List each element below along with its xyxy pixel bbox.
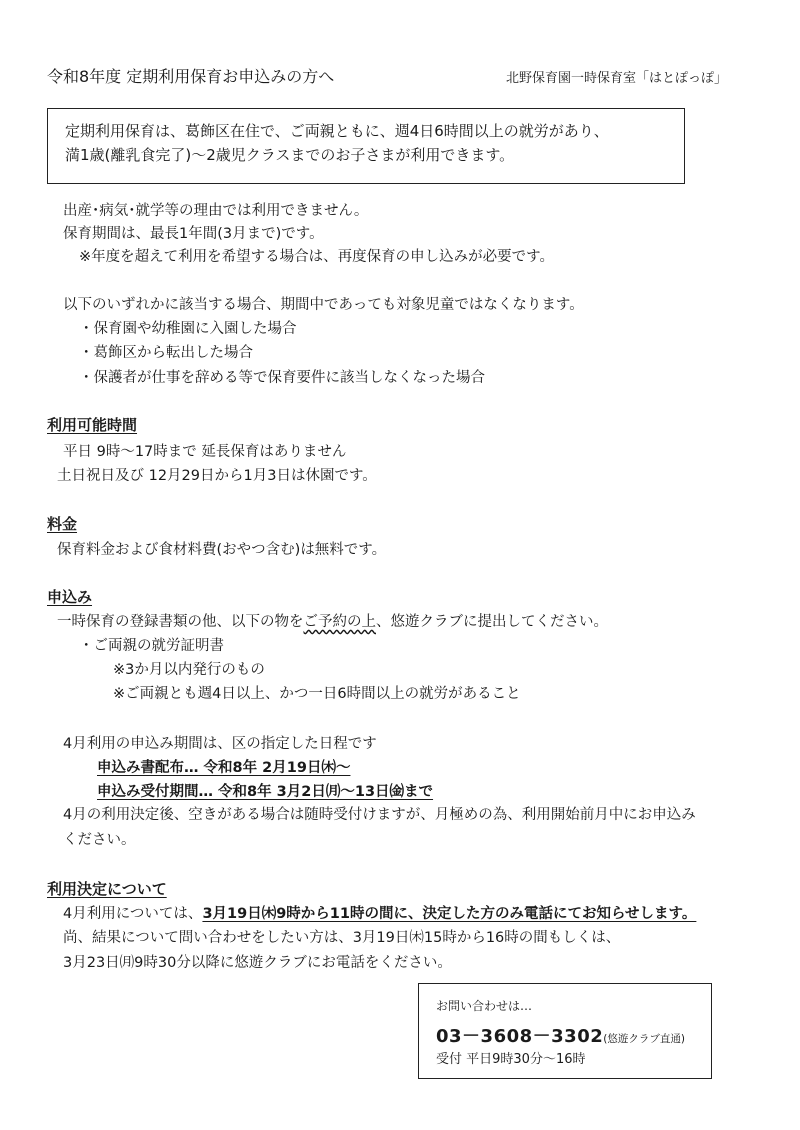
decision-line-3: 3月23日㈪9時30分以降に悠遊クラブにお電話をください。 <box>63 955 452 971</box>
decision-heading: 利用決定について <box>47 880 167 898</box>
employment-certificate-item: ・ご両親の就労証明書 <box>79 638 224 654</box>
form-distribution-date: 申込み書配布… 令和8年 2月19日㈭～ <box>97 760 351 776</box>
certificate-note-1: ※3か月以内発行のもの <box>113 662 265 678</box>
application-instructions: 一時保育の登録書類の他、以下の物をご予約の上、悠遊クラブに提出してください。 <box>57 614 608 630</box>
decision-line-2: 尚、結果について問い合わせをしたい方は、3月19日㈭15時から16時の間もしくは、 <box>63 930 621 946</box>
hours-weekday: 平日 9時～17時まで 延長保育はありません <box>63 444 347 460</box>
exclusion-intro: 以下のいずれかに該当する場合、期間中であっても対象児童ではなくなります。 <box>63 297 584 313</box>
contact-box <box>418 983 712 1079</box>
exclusion-item: ・葛飾区から転出した場合 <box>79 345 253 361</box>
eligibility-line-2: 満1歳(離乳食完了)～2歳児クラスまでのお子さまが利用できます。 <box>65 146 515 164</box>
contact-phone <box>436 1022 685 1048</box>
note-line-3: ※年度を超えて利用を希望する場合は、再度保育の申し込みが必要です。 <box>79 249 554 265</box>
organization-name: 北野保育園一時保育室「はとぽっぽ」 <box>506 71 728 86</box>
note-line-1: 出産･病気･就学等の理由では利用できません。 <box>63 203 369 219</box>
phone-number: 03－3608－3302 <box>436 1026 604 1047</box>
april-application-intro: 4月利用の申込み期間は、区の指定した日程です <box>63 736 377 752</box>
fees-text: 保育料金および食材料費(おやつ含む)は無料です。 <box>57 542 387 558</box>
note-line-2: 保育期間は、最長1年間(3月まで)です。 <box>63 226 324 242</box>
after-decision-line-1: 4月の利用決定後、空きがある場合は随時受付けますが、月極めの為、利用開始前月中にお申込み <box>63 807 696 823</box>
document-title: 令和8年度 定期利用保育お申込みの方へ <box>47 67 335 86</box>
eligibility-box <box>47 108 685 184</box>
phone-note: (悠遊クラブ直通) <box>603 1033 685 1045</box>
exclusion-item: ・保育園や幼稚園に入園した場合 <box>79 321 297 337</box>
reservation-emphasis: ご予約の上 <box>303 614 376 630</box>
hours-closed-days: 土日祝日及び 12月29日から1月3日は休園です。 <box>57 468 377 484</box>
decision-notice-emphasis: 3月19日㈭9時から11時の間に、決定した方のみ電話にてお知らせします。 <box>202 906 697 922</box>
contact-label: お問い合わせは… <box>436 999 533 1013</box>
application-heading: 申込み <box>47 588 93 606</box>
exclusion-item: ・保護者が仕事を辞める等で保育要件に該当しなくなった場合 <box>79 370 485 386</box>
eligibility-line-1: 定期利用保育は、葛飾区在住で、ご両親ともに、週4日6時間以上の就労があり、 <box>65 122 609 140</box>
after-decision-line-2: ください。 <box>63 832 136 848</box>
fees-heading: 料金 <box>47 515 78 533</box>
decision-line-1: 4月利用については、3月19日㈭9時から11時の間に、決定した方のみ電話にてお知らせします。 <box>63 906 697 922</box>
hours-heading: 利用可能時間 <box>47 416 138 434</box>
certificate-note-2: ※ご両親とも週4日以上、かつ一日6時間以上の就労があること <box>113 686 521 702</box>
application-period: 申込み受付期間… 令和8年 3月2日㈪～13日㈮まで <box>97 784 434 800</box>
contact-hours: 受付 平日9時30分～16時 <box>436 1052 586 1067</box>
